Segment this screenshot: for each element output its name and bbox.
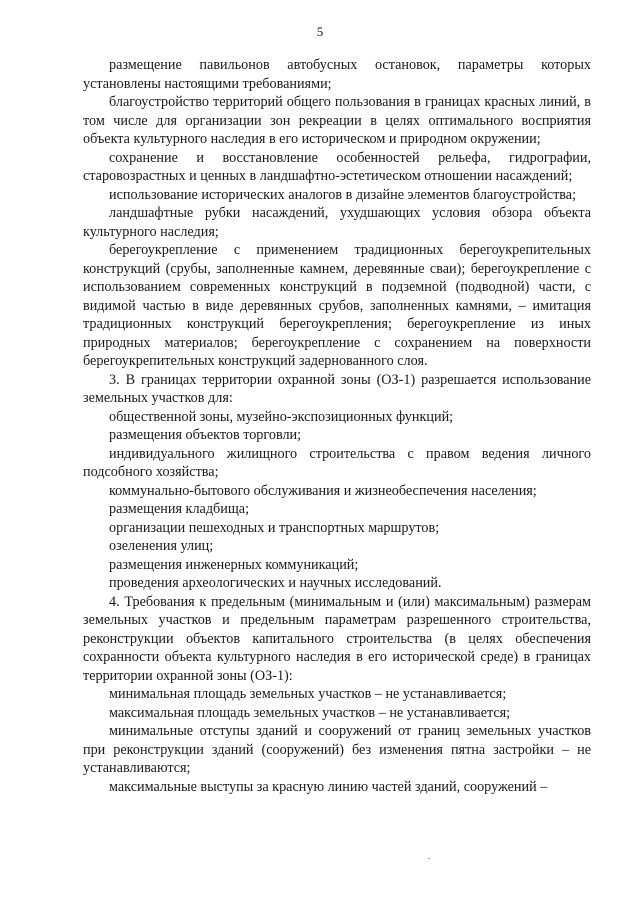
list-item: размещения объектов торговли; [109,427,302,443]
paragraph-bus-stops: размещение павильонов автобусных остановок, параметры которых установлены настоящими требованиями; [83,57,591,92]
list-item: проведения археологических и научных исследований. [109,575,442,591]
page-number: 5 [316,24,324,39]
list-item: общественной зоны, музейно-экспозиционных функций; [109,408,454,425]
paragraph-section-3: 3. В границах территории охранной зоны (ОЗ-1) разрешается использование земельных участков для: [83,371,591,406]
paragraph-landscape-felling: ландшафтные рубки насаждений, ухудшающих условия обзора объекта культурного наследия; [83,205,591,240]
list-item: коммунально-бытового обслуживания и жизнеобеспечения населения; [109,482,537,499]
list-item: размещения инженерных коммуникаций; [109,556,359,573]
list-item: минимальные отступы зданий и сооружений от границ земельных участков при реконструкции зданий (сооружений) без изменения пятна застройки – не устанавливаются; [83,723,591,776]
list-item: минимальная площадь земельных участков – не устанавливается; [109,686,507,702]
paragraph-relief: сохранение и восстановление особенностей рельефа, гидрографии, старовозрастных и ценных в ландшафтно-эстетическом отношении насаждений; [83,149,591,184]
paragraph-historical-analogs: использование исторических аналогов в дизайне элементов благоустройства; [109,186,577,203]
paragraph-bank-protection: берегоукрепление с применением традиционных берегоукрепительных конструкций (срубы, заполненные камнем, деревянные сваи); берегоукрепление с использованием современных конструкций в подземной (подводной) части, с видимой частью в виде деревянных срубов, заполненных камнями, – имитация традиционных конструкций берегоукрепления; берегоукрепление из иных природных материалов; берегоукрепление с сохранением на поверхности берегоукрепительных конструкций задернованного слоя. [83,242,591,369]
scan-speck [428,858,430,859]
list-item: озеленения улиц; [109,538,214,554]
paragraph-public-spaces: благоустройство территорий общего пользования в границах красных линий, в том числе для организации зон рекреации в целях оптимального восприятия объекта культурного наследия в его историческом и природном окружении; [83,94,591,147]
list-item: индивидуального жилищного строительства с правом ведения личного подсобного хозяйства; [83,445,591,480]
list-item: максимальные выступы за красную линию частей зданий, сооружений – [109,778,548,795]
list-item: максимальная площадь земельных участков – не устанавливается; [109,704,511,721]
paragraph-section-4: 4. Требования к предельным (минимальным и (или) максимальным) размерам земельных участков и предельным параметрам разрешенного строительства, реконструкции объектов капитального строительства (в целях обеспечения сохранности объекта культурного наследия в его исторической среде) в границах территории охранной зоны (ОЗ-1): [83,593,591,684]
list-item: организации пешеходных и транспортных маршрутов; [109,519,440,536]
list-item: размещения кладбища; [109,501,250,517]
document-body [83,56,591,796]
